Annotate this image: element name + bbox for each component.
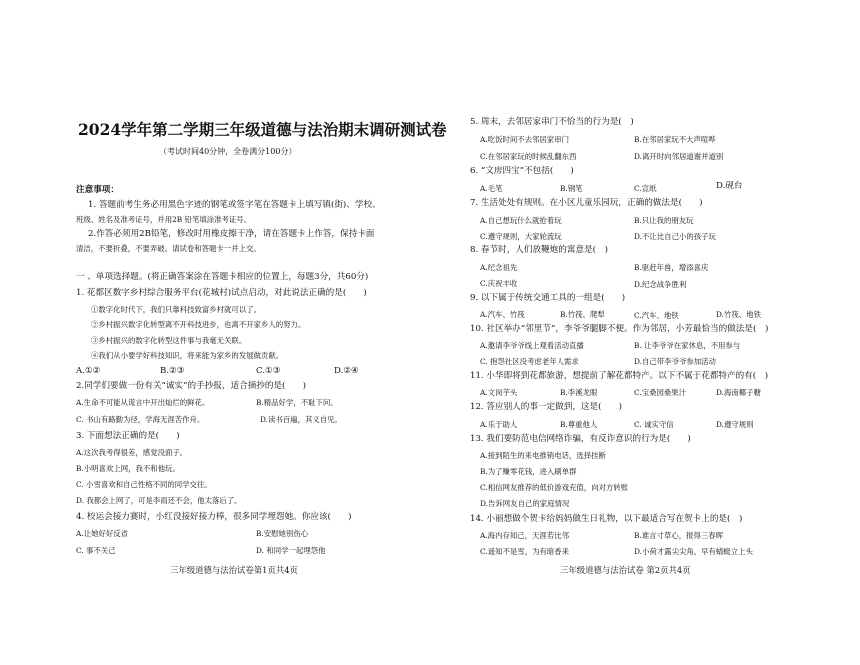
option-b: B.竹筏、爬犁	[560, 310, 605, 319]
option-b: B.钢笔	[560, 184, 583, 193]
exam-page-2	[430, 0, 860, 665]
option-a: A.自己想玩什么就抢着玩	[480, 216, 562, 225]
section-heading: 一 、单项选择题。(将正确答案涂在答题卡相应的位置上，每题3分，共60分)	[76, 272, 369, 282]
option-d: D.纪念战争胜利	[634, 280, 687, 289]
question-stem: 2.同学们要做一份有关“诚实”的手抄报，适合摘抄的是( )	[76, 381, 306, 391]
option-d: D.海南椰子糖	[716, 388, 761, 397]
note-line: 1. 答题前考生务必用黑色字迹的钢笔或签字笔在答题卡上填写镇(街)、学校、	[88, 200, 381, 210]
option-c: C.宣纸	[634, 184, 657, 193]
option-b: B.②③	[160, 366, 185, 376]
statement-item: ②乡村振兴数字化转型离不开科技进步，也离不开家乡人的努力。	[91, 320, 306, 329]
option-c: C.遥知不是雪，为有暗香来	[480, 547, 570, 556]
option-b: B.安慰她别伤心	[256, 529, 309, 538]
question-stem: 11. 小华即将到花都旅游，想提前了解花都特产。以下不属于花都特产的有( )	[470, 371, 769, 381]
note-line: 清洁，不要折叠，不要弄破。请试卷和答题卡一并上交。	[76, 244, 261, 253]
option-d: D.自己带李爷爷参加活动	[634, 357, 716, 366]
option-c: C.在邻居家玩的时候乱翻东西	[480, 152, 577, 161]
page-footer: 三年级道德与法治试卷第1页共4页	[170, 565, 298, 575]
option-c: C. 抱怨社区没考虑老年人需求	[480, 357, 579, 366]
option-c: C.庆祝丰收	[480, 279, 518, 288]
option-c: C.宝桑园桑果汁	[634, 388, 687, 397]
option-a: A.乐于助人	[480, 420, 518, 429]
option-d: D.读书百遍，其义自见。	[260, 415, 342, 424]
option-b: B.尊重他人	[560, 420, 598, 429]
option-a: A.生命不可能从谎言中开出灿烂的鲜花。	[76, 398, 210, 407]
option-b: B.驱赶年兽，增添喜庆	[634, 263, 709, 272]
question-stem: 3. 下面想法正确的是( )	[76, 431, 180, 441]
question-stem: 1. 花都区数字乡村综合服务平台(花城村)试点启动，对此说法正确的是( )	[76, 288, 367, 298]
question-stem: 8. 春节时，人们放鞭炮的寓意是( )	[470, 245, 608, 255]
question-stem: 7. 生活处处有规则。在小区儿童乐园玩，正确的做法是( )	[470, 198, 703, 208]
exam-title: 2024学年第二学期三年级道德与法治期末调研测试卷	[78, 120, 447, 139]
option-d: D.不让比自己小的孩子玩	[634, 232, 716, 241]
question-stem: 9. 以下属于传统交通工具的一组是( )	[470, 293, 626, 303]
option-a: A.海内存知己，天涯若比邻	[480, 531, 569, 540]
option-c: C.①③	[256, 366, 281, 376]
exam-subtitle: （考试时间40分钟，全卷满分100分）	[159, 147, 297, 156]
option-a: A.文岗芋头	[480, 388, 518, 397]
note-line: 班级、姓名及准考证号，并用2B 铅笔填涂准考证号。	[76, 215, 252, 224]
option-c: C.相信网友推荐的低价游戏充值，向对方转账	[480, 483, 629, 492]
option-b: B.李溪龙眼	[560, 388, 598, 397]
option-a: A.①②	[76, 366, 101, 376]
question-stem: 5. 周末，去邻居家串门不恰当的行为是( )	[470, 117, 634, 127]
page-footer: 三年级道德与法治试卷 第2页共4页	[560, 565, 691, 575]
option-b: B.小明喜欢上网，我不和他玩。	[76, 464, 180, 473]
question-stem: 14. 小丽想做个贺卡给妈妈做生日礼物，以下最适合写在贺卡上的是( )	[470, 514, 743, 524]
option-a: A.纪念祖先	[480, 263, 518, 272]
option-d: D.竹筏、地铁	[716, 310, 761, 319]
question-stem: 12. 答应别人的事一定做到，这是( )	[470, 402, 623, 412]
option-d: D.小荷才露尖尖角，早有蜻蜓立上头	[634, 547, 753, 556]
option-b: B.只让我的朋友玩	[634, 216, 694, 225]
option-b: B.精品好学，不耻下问。	[256, 398, 338, 407]
note-line: 2.作答必须用2B铅笔，修改时用橡皮擦干净，请在答题卡上作答，保持卡面	[88, 229, 375, 239]
question-stem: 13. 我们要防范电信网络诈骗，有反诈意识的行为是( )	[470, 434, 691, 444]
option-a: A.让她好好反省	[76, 529, 129, 538]
option-b: B.谁言寸草心，报得三春晖	[634, 531, 724, 540]
statement-item: ③乡村振兴的数字化转型这件事与我毫无关联。	[91, 336, 247, 345]
option-b: B.在邻居家玩不大声喧哗	[634, 135, 716, 144]
option-d: D.砚台	[716, 181, 743, 191]
option-c: C. 小雪喜欢和自己性格不同的同学交往。	[76, 480, 212, 489]
question-stem: 4. 校运会接力赛时，小红没接好接力棒，很多同学埋怨她。你应该( )	[76, 512, 352, 522]
option-b: B. 让李爷爷在家休息，不用参与	[634, 341, 741, 350]
option-a: A.毛笔	[480, 184, 503, 193]
option-d: D. 我都会上网了，可是李雨还不会，他太落后了。	[76, 496, 242, 505]
option-d: D. 和同学一起埋怨他	[256, 546, 326, 555]
option-d: D.告诉网友自己的家庭情况	[480, 499, 570, 508]
question-stem: 10. 社区举办“邻里节”，李爷爷腿脚不便。作为邻居，小芳最恰当的做法是( )	[470, 324, 769, 334]
option-a: A.接到陌生的来电推销电话，选择挂断	[480, 451, 606, 460]
statement-item: ④我们从小要学好科技知识，将来能为家乡的发展做贡献。	[91, 351, 284, 360]
option-c: C. 事不关己	[76, 546, 116, 555]
option-c: C. 诚实守信	[634, 420, 674, 429]
question-stem: 6. “文房四宝”不包括( )	[470, 166, 574, 176]
notes-heading: 注意事项：	[76, 185, 119, 195]
option-a: A.汽车、竹筏	[480, 310, 525, 319]
option-a: A.这次我考得很差，感觉没面子。	[76, 448, 188, 457]
option-c: C. 书山有路勤为径，学海无涯苦作舟。	[76, 415, 205, 424]
option-a: A.邀请李爷爷线上观看活动直播	[480, 341, 584, 350]
option-d: D.②④	[334, 366, 359, 376]
statement-item: ①数字化时代下，我们只靠科技致富乡村就可以了。	[91, 305, 261, 314]
option-d: D.离开时向邻居道谢并道别	[634, 152, 724, 161]
option-a: A.吃饭时间不去邻居家串门	[480, 135, 569, 144]
option-b: B.为了赚零花钱，进入刷单群	[480, 467, 577, 476]
option-c: C.遵守规则，大家轮流玩	[480, 232, 562, 241]
option-c: C.汽车、地铁	[634, 311, 679, 320]
option-d: D.遵守规则	[716, 420, 754, 429]
